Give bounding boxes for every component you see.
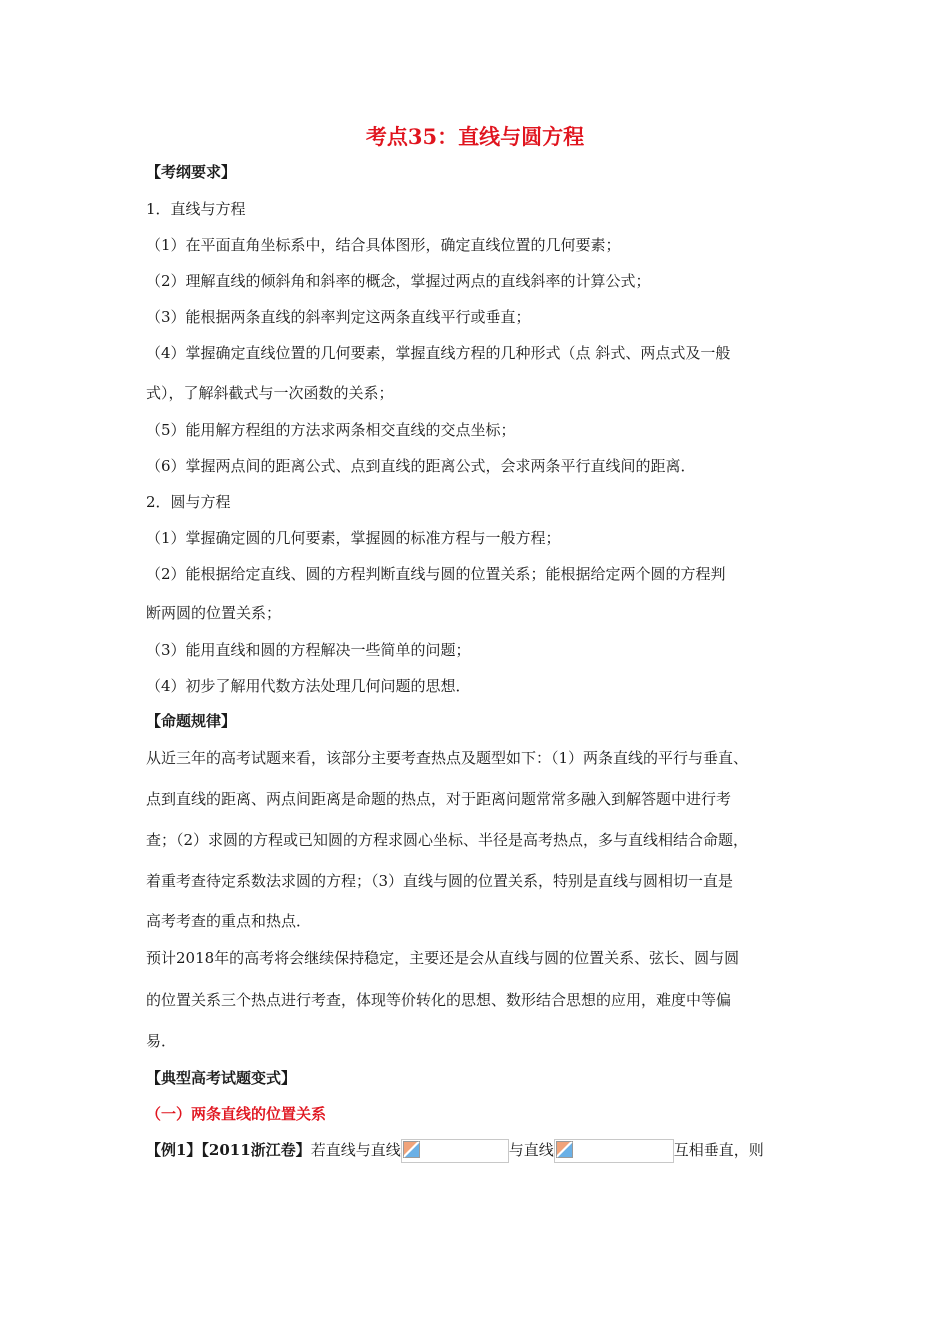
equation-image-placeholder — [554, 1139, 674, 1163]
broken-image-icon — [403, 1141, 420, 1158]
forecast-paragraph-line: 预计2018年的高考将会继续保持稳定，主要还是会从直线与圆的位置关系、弦长、圆与圆 — [146, 949, 740, 967]
example-1 — [146, 1138, 764, 1163]
lines-item: （4）掌握确定直线位置的几何要素，掌握直线方程的几种形式（点 斜式、两点式及一般 — [146, 344, 731, 362]
example-text: 互相垂直，则 — [673, 1141, 764, 1159]
circle-item: （4）初步了解用代数方法处理几何问题的思想． — [146, 677, 471, 695]
circle-item: 断两圆的位置关系； — [146, 604, 282, 622]
lines-item: （1）在平面直角坐标系中，结合具体图形，确定直线位置的几何要素； — [146, 236, 621, 254]
circle-item: （1）掌握确定圆的几何要素，掌握圆的标准方程与一般方程； — [146, 529, 561, 547]
forecast-paragraph-line: 易． — [146, 1032, 177, 1050]
lines-item: （2）理解直线的倾斜角和斜率的概念，掌握过两点的直线斜率的计算公式； — [146, 272, 651, 290]
example-label: 【例1】【2011浙江卷】 — [146, 1141, 311, 1159]
equation-image-placeholder — [401, 1139, 509, 1163]
lines-item: 式），了解斜截式与一次函数的关系； — [146, 384, 394, 402]
circle-item: （2）能根据给定直线、圆的方程判断直线与圆的位置关系；能根据给定两个圆的方程判 — [146, 565, 726, 583]
pattern-paragraph-line: 点到直线的距离、两点间距离是命题的热点，对于距离问题常常多融入到解答题中进行考 — [146, 790, 732, 808]
pattern-paragraph-line: 查；（2）求圆的方程或已知圆的方程求圆心坐标、半径是高考热点，多与直线相结合命题， — [146, 831, 749, 849]
syllabus-heading: 【考纲要求】 — [146, 163, 237, 181]
pattern-paragraph-line: 着重考查待定系数法求圆的方程；（3）直线与圆的位置关系，特别是直线与圆相切一直是 — [146, 872, 734, 890]
example-text: 与直线 — [508, 1141, 554, 1159]
subsection-heading: （一）两条直线的位置关系 — [146, 1105, 327, 1123]
circle-heading: 2．圆与方程 — [146, 493, 231, 511]
lines-item: （3）能根据两条直线的斜率判定这两条直线平行或垂直； — [146, 308, 531, 326]
pattern-paragraph-line: 高考考查的重点和热点． — [146, 912, 312, 930]
broken-image-icon — [556, 1141, 573, 1158]
lines-item: （6）掌握两点间的距离公式、点到直线的距离公式，会求两条平行直线间的距离． — [146, 457, 696, 475]
lines-item: （5）能用解方程组的方法求两条相交直线的交点坐标； — [146, 421, 516, 439]
forecast-paragraph-line: 的位置关系三个热点进行考查，体现等价转化的思想、数形结合思想的应用，难度中等偏 — [146, 991, 732, 1009]
example-text: 若直线与直线 — [310, 1141, 401, 1159]
pattern-heading: 【命题规律】 — [146, 712, 237, 730]
circle-item: （3）能用直线和圆的方程解决一些简单的问题； — [146, 641, 471, 659]
lines-heading: 1．直线与方程 — [146, 200, 246, 218]
examples-heading: 【典型高考试题变式】 — [146, 1069, 297, 1087]
page-title: 考点35：直线与圆方程 — [365, 124, 585, 149]
pattern-paragraph-line: 从近三年的高考试题来看，该部分主要考查热点及题型如下：（1）两条直线的平行与垂直、 — [146, 749, 749, 767]
